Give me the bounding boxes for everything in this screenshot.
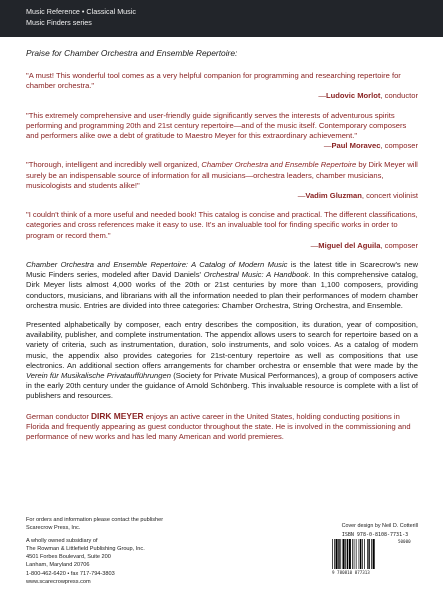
description-paragraph-1: [26, 260, 418, 311]
quote-attribution: [26, 241, 418, 251]
cover-credit: Cover design by Neil D. Cotterill: [341, 523, 418, 529]
quote-text-after: by Dirk Meyer will surely be an indispensable source of information for all musicians—orchestra leaders, chamber musicians, musicologists and students alike!": [26, 160, 418, 190]
bio-text: German conductor: [26, 411, 91, 421]
quote-morlot: [26, 71, 418, 102]
quote-text: [26, 160, 418, 191]
attribution-role: , composer: [380, 141, 418, 151]
barcode: [330, 532, 420, 577]
quote-del-aguila: [26, 210, 418, 251]
description-text: . In this comprehensive catalog, Dirk Meyer lists almost 4,000 works of the 20th or 21st centuries by more than 1,100 composers, providing conductors, musicians, and librarians with all the information needed to plan their performances of modern chamber orchestra music. Entries are divided into three categories: Chamber Orchestra, String Orchestra, and Ensemble.: [26, 270, 418, 310]
author-bio: [26, 411, 418, 443]
description-text: Presented alphabetically by composer, each entry describes the composition, its duration, year of composition, availability, publisher, and complete instrumentation. The appendix allows users to search for repertoire based on a variety of criteria, such as instrumentation, duration, solo instruments, and solo voices. As a catalog of modern music, the appendix also provides categories for 21st-century repertoire as well as compositions that use electronics. An additional section offers arrangements for chamber orchestra or ensemble that were made by the: [26, 320, 418, 370]
publisher-name: Scarecrow Press, Inc.: [26, 525, 81, 532]
society-name: Verein für Musikalische Privataufführungen: [26, 371, 171, 381]
attribution-name: Paul Moravec: [331, 141, 381, 151]
publisher-info: [26, 516, 226, 586]
attribution-dash: —: [318, 91, 326, 101]
header-category: Music Reference • Classical Music: [26, 7, 136, 16]
bio-text: enjoys an active career in the United States, holding conducting positions in Florida and frequently appearing as guest conductor throughout the state. He is involved in the commissioning and performance of new works and has led many American and world premieres.: [26, 411, 411, 442]
price-code: 50000: [398, 539, 411, 544]
attribution-name: Miguel del Aguila: [318, 240, 381, 250]
quote-text: "A must! This wonderful tool comes as a very helpful companion for programming and researching repertoire for chamber orchestra.": [26, 71, 401, 91]
referenced-title: Orchestral Music: A Handbook: [203, 270, 309, 280]
book-title: Chamber Orchestra and Ensemble Repertoire: A Catalog of Modern Music: [26, 260, 288, 270]
publisher-city: Lanham, Maryland 20706: [26, 562, 90, 569]
quote-text: "I couldn't think of a more useful and needed book! This catalog is concise and practical. The different classifications, categories and cross references make it easy to use. It's an invaluable tool for finding specific works in order to program or record them.": [26, 210, 418, 240]
header-series: Music Finders series: [26, 18, 92, 27]
quote-text: "This extremely comprehensive and user-friendly guide significantly serves the interests of adventurous spirits performing and programming 20th and 21st century repertoire—and of the music itself. Contemporary composers and performers alike owe a debt of gratitude to Maestro Meyer for this extraordinary achievement.": [26, 110, 407, 141]
attribution-name: Vadim Gluzman: [305, 191, 362, 201]
quote-gluzman: [26, 160, 418, 201]
quote-book-title: Chamber Orchestra and Ensemble Repertoire: [201, 160, 357, 170]
publisher-subsidiary-note: A wholly owned subsidiary of: [26, 538, 98, 545]
barcode-digits: 9 780810 877313: [332, 570, 370, 575]
praise-heading: Praise for Chamber Orchestra and Ensemble Repertoire:: [26, 48, 238, 58]
quote-attribution: [26, 191, 418, 201]
publisher-address: 4501 Forbes Boulevard, Suite 200: [26, 554, 111, 561]
isbn-label: ISBN 978-0-8108-7731-3: [341, 532, 409, 538]
quote-attribution: [26, 141, 418, 151]
header-bar: [0, 0, 443, 37]
description-text: is the latest title in Scarecrow's new Music Finders series, modeled after David Daniels': [26, 260, 419, 280]
publisher-contact-line: For orders and information please contact the publisher: [26, 517, 164, 523]
quote-moravec: [26, 111, 418, 152]
barcode-bars: [332, 539, 394, 569]
quote-text-before: "Thorough, intelligent and incredibly well organized,: [26, 160, 202, 170]
description-paragraph-2: [26, 320, 418, 402]
attribution-dash: —: [297, 191, 306, 201]
publisher-phone: 1-800-462-6420 • fax 717-794-3803: [26, 570, 115, 577]
attribution-dash: —: [310, 240, 319, 250]
attribution-dash: —: [323, 141, 332, 151]
publisher-website: www.scarecrowpress.com: [26, 578, 91, 585]
description-text: (Society for Private Musical Performances), a group of composers active in the early 20th century under the guidance of Arnold Schönberg. This invaluable resource is complete with a list of publishers and resources.: [26, 371, 418, 401]
attribution-role: , composer: [380, 240, 418, 250]
quote-attribution: [26, 91, 418, 101]
attribution-role: , conductor: [380, 91, 418, 101]
author-name: DIRK MEYER: [91, 410, 144, 421]
back-cover-content: [26, 48, 418, 442]
attribution-role: , concert violinist: [361, 191, 418, 201]
parent-company: The Rowman & Littlefield Publishing Group, Inc.: [26, 546, 145, 553]
attribution-name: Ludovic Morlot: [326, 91, 381, 101]
